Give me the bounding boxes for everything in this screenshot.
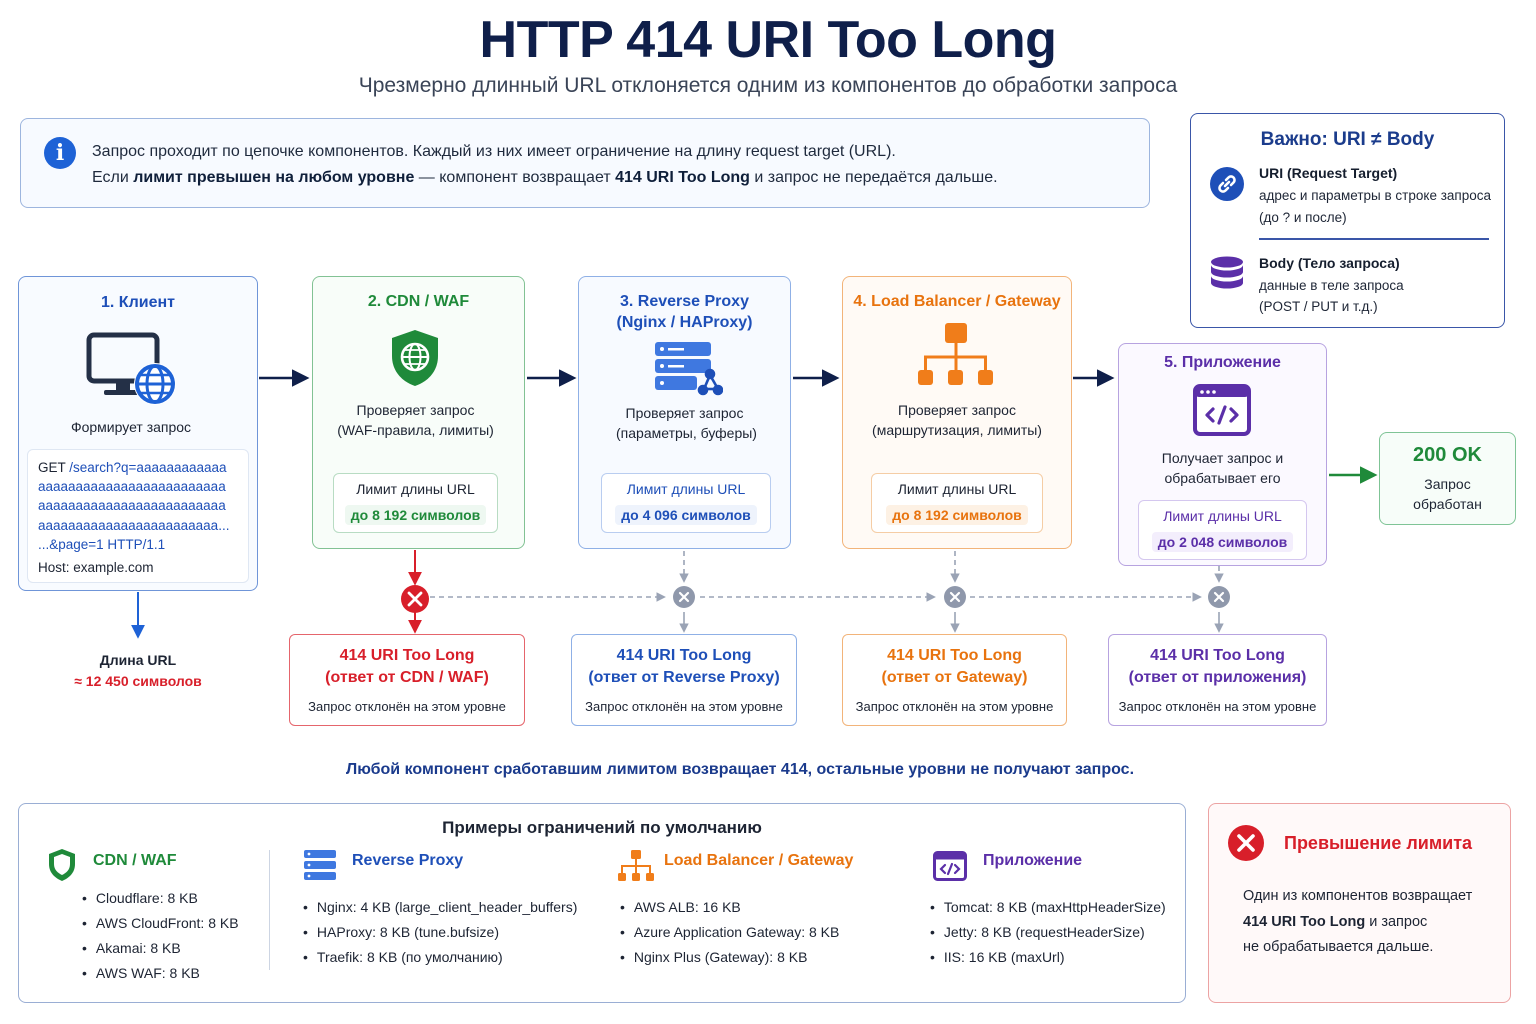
example-list-lb — [620, 895, 839, 970]
list-item: • Nginx Plus (Gateway): 8 KB — [620, 945, 839, 970]
list-item: • Cloudflare: 8 KB — [82, 886, 239, 911]
list-item: • Akamai: 8 KB — [82, 936, 239, 961]
client-caption: Формирует запрос — [70, 419, 192, 435]
important-title: Важно: URI ≠ Body — [1260, 129, 1435, 150]
list-item: • AWS WAF: 8 KB — [82, 961, 239, 986]
body-text-2: (POST / PUT и т.д.) — [1259, 299, 1378, 314]
client-title: 1. Клиент — [101, 294, 175, 311]
example-list-app — [930, 895, 1166, 970]
list-item: • Jetty: 8 KB (requestHeaderSize) — [930, 920, 1166, 945]
load-balancer-text-2: (маршрутизация, лимиты) — [872, 422, 1042, 438]
error-cdn-source: (ответ от CDN / WAF) — [325, 669, 489, 686]
error-reverse-proxy — [571, 634, 797, 726]
limit-exceeded-title: Превышение лимита — [1284, 833, 1473, 853]
code-window-icon — [1193, 384, 1251, 441]
skip-icon-proxy — [673, 586, 695, 608]
uri-text-1: адрес и параметры в строке запроса — [1259, 188, 1491, 203]
url-length-label: Длина URL — [99, 652, 177, 668]
error-cdn-note: Запрос отклонён на этом уровне — [308, 699, 506, 714]
cdn-waf-limit — [333, 473, 498, 533]
info-line-2: Если лимит превышен на любом уровне — компонент возвращает 414 URI Too Long и запрос не передаётся дальше. — [92, 169, 998, 186]
example-head-lb: Load Balancer / Gateway — [664, 852, 854, 869]
cdn-waf-limit-value: до 8 192 символов — [345, 505, 487, 525]
limit-exceeded-text: Один из компонентов возвращает 414 URI Too Long и запрос не обрабатывается дальше. — [1243, 888, 1473, 955]
list-item: • Tomcat: 8 KB (maxHttpHeaderSize) — [930, 895, 1166, 920]
page-title: HTTP 414 URI Too Long — [479, 11, 1057, 69]
reverse-proxy-limit-value: до 4 096 символов — [615, 505, 757, 525]
ok-code: 200 OK — [1413, 444, 1482, 466]
error-app-code: 414 URI Too Long — [1150, 647, 1285, 664]
list-item: • Traefik: 8 KB (по умолчанию) — [303, 945, 577, 970]
summary-note: Любой компонент сработавшим лимитом возвращает 414, остальные уровни не получают запрос. — [345, 761, 1135, 778]
load-balancer-limit — [871, 473, 1043, 533]
url-length-value: ≈ 12 450 символов — [74, 673, 202, 689]
error-app-note: Запрос отклонён на этом уровне — [1118, 699, 1317, 714]
error-cdn-code: 414 URI Too Long — [339, 647, 475, 664]
application-title: 5. Приложение — [1164, 354, 1281, 371]
error-proxy-source: (ответ от Reverse Proxy) — [588, 669, 780, 686]
info-icon: i — [44, 137, 76, 169]
skip-icon-gateway — [944, 586, 966, 608]
load-balancer-icon — [618, 850, 654, 887]
info-line-1: Запрос проходит по цепочке компонентов. Каждый из них имеет ограничение на длину request target (URL). — [92, 143, 896, 160]
list-item: • AWS ALB: 16 KB — [620, 895, 839, 920]
reject-icon-cdn — [401, 585, 429, 613]
error-proxy-code: 414 URI Too Long — [616, 647, 752, 664]
body-text-1: данные в теле запроса — [1259, 278, 1404, 293]
error-app-source: (ответ от приложения) — [1128, 669, 1307, 686]
list-item: • Nginx: 4 KB (large_client_header_buffers) — [303, 895, 577, 920]
error-cdn-waf — [289, 634, 525, 726]
request-text: GET /search?q=aaaaaaaaaaaa aaaaaaaaaaaaaaaaaaaaaaaaa aaaaaaaaaaaaaaaaaaaaaaaaa aaaaaaaaaaaaaaaaaaaaaaaa... ...&page=1 HTTP/1.1 Host: example.com — [38, 460, 230, 576]
list-item: • AWS CloudFront: 8 KB — [82, 911, 239, 936]
application-limit — [1138, 500, 1307, 560]
skip-icon-app — [1208, 586, 1230, 608]
example-list-proxy — [303, 895, 577, 970]
body-heading: Body (Тело запроса) — [1259, 255, 1400, 271]
shield-icon — [47, 848, 77, 887]
reverse-proxy-text-1: Проверяет запрос — [625, 405, 744, 421]
shield-globe-icon — [389, 328, 441, 393]
error-application — [1108, 634, 1327, 726]
server-icon — [304, 850, 336, 885]
code-icon — [933, 851, 967, 886]
load-balancer-limit-label: Лимит длины URL — [897, 481, 1017, 497]
uri-text-2: (до ? и после) — [1259, 210, 1347, 225]
ok-text-2: обработан — [1413, 496, 1482, 512]
error-gateway-code: 414 URI Too Long — [887, 647, 1022, 664]
application-text-2: обрабатывает его — [1164, 470, 1281, 486]
list-item: • Azure Application Gateway: 8 KB — [620, 920, 839, 945]
reverse-proxy-text-2: (параметры, буферы) — [616, 425, 757, 441]
divider — [269, 850, 270, 970]
reverse-proxy-title-2: (Nginx / HAProxy) — [616, 314, 753, 331]
list-item: • HAProxy: 8 KB (tune.bufsize) — [303, 920, 577, 945]
load-balancer-tree-icon — [917, 322, 995, 393]
cdn-waf-limit-label: Лимит длины URL — [356, 481, 475, 497]
application-limit-value: до 2 048 символов — [1152, 532, 1294, 552]
error-gateway — [842, 634, 1067, 726]
ok-text-1: Запрос — [1424, 476, 1471, 492]
load-balancer-title: 4. Load Balancer / Gateway — [853, 293, 1061, 310]
example-head-proxy: Reverse Proxy — [352, 852, 464, 869]
error-proxy-note: Запрос отклонён на этом уровне — [585, 699, 783, 714]
error-gateway-source: (ответ от Gateway) — [881, 669, 1028, 686]
server-network-icon — [653, 341, 723, 402]
application-text-1: Получает запрос и — [1161, 450, 1284, 466]
page-subtitle: Чрезмерно длинный URL отклоняется одним из компонентов до обработки запроса — [358, 74, 1178, 97]
cdn-waf-title: 2. CDN / WAF — [367, 293, 470, 310]
error-gateway-note: Запрос отклонён на этом уровне — [855, 699, 1054, 714]
list-item: • IIS: 16 KB (maxUrl) — [930, 945, 1166, 970]
reverse-proxy-limit-label: Лимит длины URL — [626, 481, 746, 497]
application-limit-label: Лимит длины URL — [1163, 508, 1282, 524]
reverse-proxy-title-1: 3. Reverse Proxy — [620, 293, 749, 310]
cdn-waf-text-2: (WAF-правила, лимиты) — [337, 422, 494, 438]
example-head-cdn: CDN / WAF — [93, 852, 177, 869]
computer-globe-icon — [86, 332, 178, 413]
cdn-waf-text-1: Проверяет запрос — [356, 402, 475, 418]
examples-title: Примеры ограничений по умолчанию — [442, 818, 762, 837]
example-head-app: Приложение — [983, 852, 1083, 869]
uri-heading: URI (Request Target) — [1259, 165, 1398, 181]
load-balancer-text-1: Проверяет запрос — [898, 402, 1016, 418]
error-x-icon — [1227, 824, 1265, 867]
load-balancer-limit-value: до 8 192 символов — [886, 505, 1028, 525]
reverse-proxy-limit — [601, 473, 771, 533]
example-list-cdn — [82, 886, 239, 986]
